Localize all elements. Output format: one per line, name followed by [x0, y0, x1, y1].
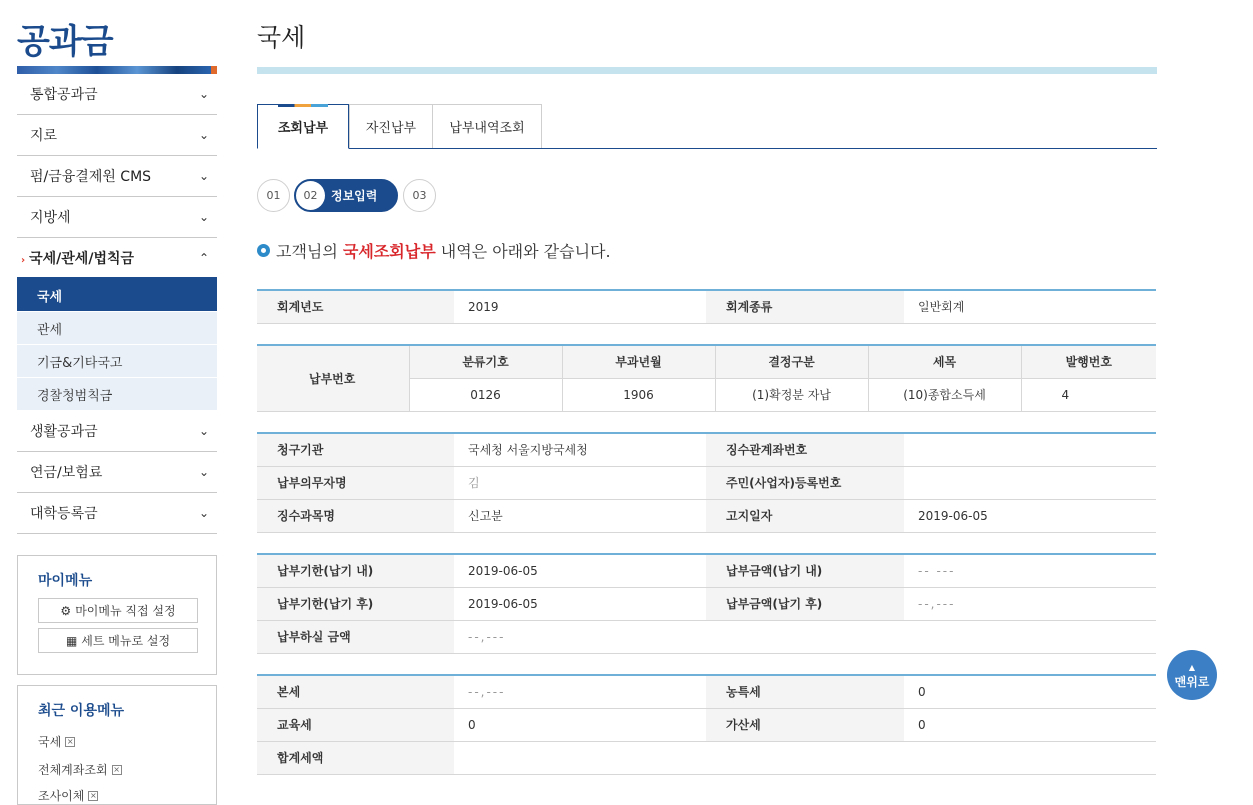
sidebar-item-label: 지로	[30, 128, 58, 144]
sidebar-item-national-tax[interactable]	[17, 238, 217, 279]
payment-number-table	[257, 344, 1156, 412]
submenu-item-customs[interactable]: 관세	[17, 312, 217, 345]
due-date-after-value: 2019-06-05	[454, 587, 706, 620]
chevron-down-icon: ⌄	[198, 506, 209, 520]
bullet-icon	[257, 244, 270, 257]
sidebar-item-label: › 국세/관세/법칙금	[30, 248, 134, 268]
intro-text	[257, 239, 611, 262]
my-menu-box	[17, 555, 217, 675]
chevron-down-icon: ⌄	[198, 424, 209, 438]
amount-in-value: -- ---	[904, 554, 1156, 587]
submenu-item-fund[interactable]: 기금&기타국고	[17, 345, 217, 378]
due-amount-table	[257, 553, 1156, 654]
payer-value: 김	[454, 466, 706, 499]
chevron-down-icon: ⌄	[198, 465, 209, 479]
agency-label: 청구기관	[257, 433, 454, 466]
agri-tax-label: 농특세	[706, 675, 904, 708]
table-cell: 0126	[409, 378, 562, 411]
recent-item[interactable]	[38, 787, 98, 804]
my-menu-title: 마이메뉴	[38, 573, 93, 589]
recent-item[interactable]	[38, 733, 75, 750]
tab-payment-history[interactable]: 납부내역조회	[432, 104, 542, 148]
step-2-label: 정보입력	[331, 189, 378, 203]
intro-after: 내역은 아래와 같습니다.	[435, 242, 611, 261]
button-label: 세트 메뉴로 설정	[81, 634, 171, 648]
tab-self-payment[interactable]: 자진납부	[349, 104, 433, 148]
table-row	[257, 675, 1156, 708]
penalty-label: 가산세	[706, 708, 904, 741]
table-cell: 4	[1021, 378, 1156, 411]
table-row	[257, 499, 1156, 532]
tab-bar	[257, 104, 1157, 149]
table-row	[257, 708, 1156, 741]
chevron-down-icon: ⌄	[198, 210, 209, 224]
column-header: 부과년월	[562, 345, 715, 378]
sidebar-item-label: 지방세	[30, 210, 71, 226]
sidebar-item-label: 생활공과금	[30, 424, 98, 440]
main-tax-value: --,---	[454, 675, 706, 708]
due-date-in-label: 납부기한(납기 내)	[257, 554, 454, 587]
amount-after-value: --,---	[904, 587, 1156, 620]
sidebar-item-integrated-bills[interactable]	[17, 74, 217, 115]
actual-amount-label: 납부하실 금액	[257, 620, 454, 653]
amount-after-label: 납부금액(납기 후)	[706, 587, 904, 620]
registration-number-value	[904, 466, 1156, 499]
gear-icon: ⚙	[60, 603, 72, 618]
sidebar	[17, 0, 217, 803]
column-header: 결정구분	[715, 345, 868, 378]
recent-item-label: 전체계좌조회	[38, 763, 108, 777]
main-tax-label: 본세	[257, 675, 454, 708]
collect-account-value	[904, 433, 1156, 466]
due-date-in-value: 2019-06-05	[454, 554, 706, 587]
brand-bar	[17, 66, 217, 74]
account-type-value: 일반회계	[904, 290, 1156, 323]
table-row	[257, 587, 1156, 620]
table-cell: (1)확정분 자납	[715, 378, 868, 411]
table-row	[257, 741, 1156, 774]
column-header: 세목	[868, 345, 1021, 378]
table-row	[257, 290, 1156, 323]
submenu-item-national-tax[interactable]: 국세	[17, 279, 217, 312]
sidebar-item-giro[interactable]	[17, 115, 217, 156]
notice-date-label: 고지일자	[706, 499, 904, 532]
set-menu-button[interactable]	[38, 628, 198, 653]
notice-date-value: 2019-06-05	[904, 499, 1156, 532]
close-icon[interactable]: ×	[66, 736, 74, 746]
button-label: 마이메뉴 직접 설정	[75, 604, 176, 618]
intro-before: 고객님의	[276, 242, 343, 261]
close-icon[interactable]: ×	[90, 790, 97, 800]
grid-icon: ▦	[65, 633, 78, 648]
total-tax-value	[454, 741, 1156, 774]
close-icon[interactable]: ×	[113, 764, 120, 774]
sidebar-menu	[17, 74, 217, 534]
chevron-down-icon: ⌄	[198, 169, 209, 183]
recent-menu-title: 최근 이용메뉴	[38, 703, 125, 719]
sidebar-item-cms[interactable]	[17, 156, 217, 197]
due-date-after-label: 납부기한(납기 후)	[257, 587, 454, 620]
scroll-to-top-label: 맨위로	[1174, 675, 1210, 689]
agency-value: 국세청 서울지방국세청	[454, 433, 706, 466]
collect-account-label: 징수관계좌번호	[706, 433, 904, 466]
edu-tax-label: 교육세	[257, 708, 454, 741]
step-1: 01	[257, 179, 290, 212]
payer-label: 납부의무자명	[257, 466, 454, 499]
sidebar-item-living-bills[interactable]	[17, 411, 217, 452]
table-row	[257, 620, 1156, 653]
amount-in-label: 납부금액(납기 내)	[706, 554, 904, 587]
step-2-number: 02	[296, 181, 325, 210]
column-header: 분류기호	[409, 345, 562, 378]
sidebar-item-label: 펌/금융결제원 CMS	[30, 169, 152, 185]
chevron-down-icon: ⌄	[198, 87, 209, 101]
table-row	[257, 554, 1156, 587]
table-header-row	[257, 345, 1156, 378]
scroll-to-top-button[interactable]	[1167, 650, 1217, 700]
actual-amount-value: --,---	[454, 620, 1156, 653]
sidebar-item-label: 연금/보험료	[30, 465, 103, 481]
step-3: 03	[403, 179, 436, 212]
page-title: 국세	[257, 23, 306, 52]
recent-item-label: 조사이체	[38, 789, 85, 803]
my-menu-direct-setting-button[interactable]	[38, 598, 198, 623]
recent-menu-box	[17, 685, 217, 805]
agri-tax-value: 0	[904, 675, 1156, 708]
payment-number-label: 납부번호	[257, 345, 409, 411]
total-tax-label: 합계세액	[257, 741, 454, 774]
recent-item-label: 국세	[38, 735, 62, 749]
chevron-down-icon: ⌄	[198, 128, 209, 142]
fiscal-year-label: 회계년도	[257, 290, 454, 323]
table-cell: 1906	[562, 378, 715, 411]
sidebar-item-tuition[interactable]	[17, 493, 217, 534]
registration-number-label: 주민(사업자)등록번호	[706, 466, 904, 499]
table-row	[257, 433, 1156, 466]
brand-title[interactable]: 공과금	[17, 22, 113, 62]
intro-highlight: 국세조회납부	[342, 242, 436, 261]
account-type-label: 회계종류	[706, 290, 904, 323]
arrow-up-icon: ▲	[1188, 663, 1196, 672]
sidebar-item-pension[interactable]	[17, 452, 217, 493]
penalty-value: 0	[904, 708, 1156, 741]
title-underline	[257, 67, 1157, 74]
fiscal-info-table	[257, 289, 1156, 324]
sidebar-item-label: 대학등록금	[30, 506, 98, 522]
edu-tax-value: 0	[454, 708, 706, 741]
fiscal-year-value: 2019	[454, 290, 706, 323]
subject-label: 징수과목명	[257, 499, 454, 532]
subject-value: 신고분	[454, 499, 706, 532]
table-row	[257, 466, 1156, 499]
chevron-up-icon: ⌃	[198, 250, 209, 265]
recent-item[interactable]	[38, 761, 122, 778]
submenu-item-police-fine[interactable]: 경찰청범칙금	[17, 378, 217, 411]
sidebar-item-local-tax[interactable]	[17, 197, 217, 238]
agency-info-table	[257, 432, 1156, 533]
step-2-current	[294, 179, 398, 212]
tax-breakdown-table	[257, 674, 1156, 775]
table-cell: (10)종합소득세	[868, 378, 1021, 411]
tab-inquiry-payment[interactable]: 조회납부	[257, 104, 349, 149]
sidebar-item-label: 통합공과금	[30, 87, 98, 103]
column-header: 발행번호	[1021, 345, 1156, 378]
